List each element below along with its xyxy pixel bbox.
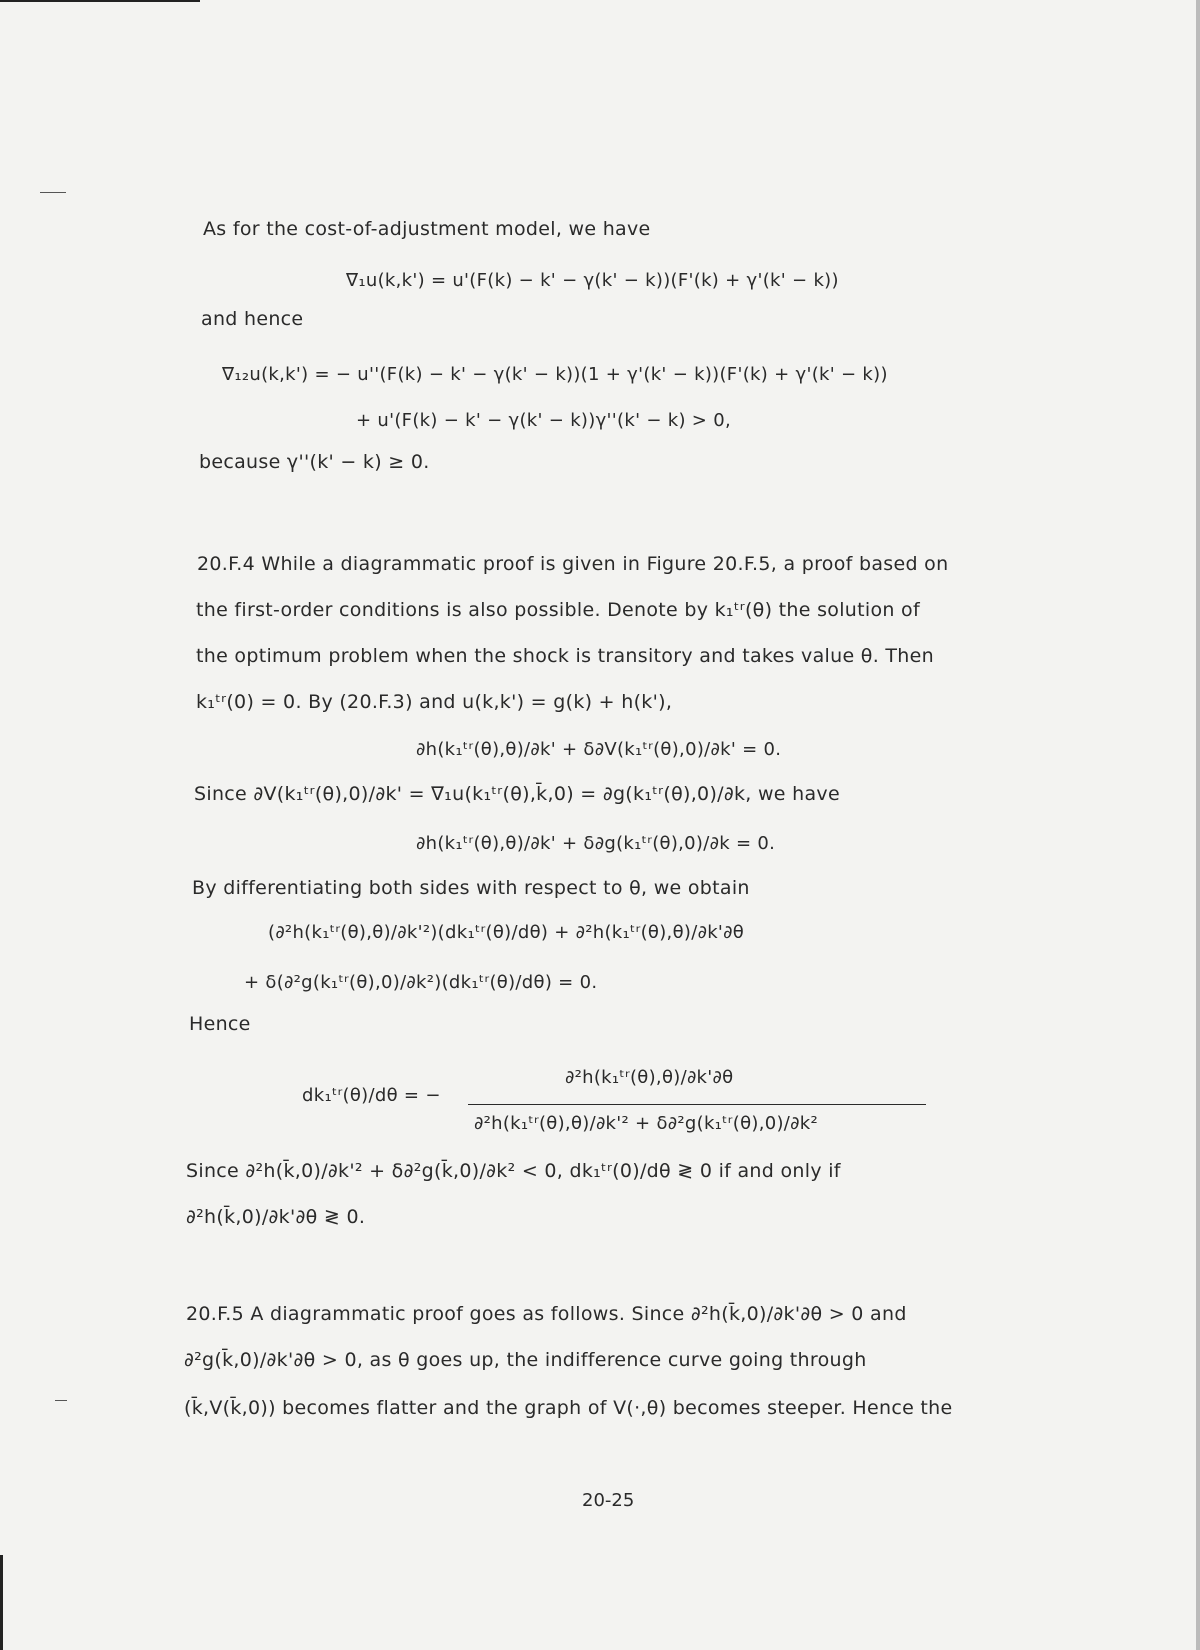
- s204-equation2: ∂h(k₁ᵗʳ(θ),θ)/∂k' + δ∂g(k₁ᵗʳ(θ),0)/∂k = 0.: [416, 833, 776, 854]
- s204-equation3-line2: + δ(∂²g(k₁ᵗʳ(θ),0)/∂k²)(dk₁ᵗʳ(θ)/dθ) = 0.: [244, 972, 598, 993]
- s204-since2-continued: ∂²h(k̄,0)/∂k'∂θ ≷ 0.: [186, 1206, 366, 1228]
- s204-line3: the optimum problem when the shock is transitory and takes value θ. Then: [196, 645, 934, 667]
- fraction-bar: [468, 1104, 926, 1105]
- equation-grad12-line1: ∇₁₂u(k,k') = − u''(F(k) − k' − γ(k' − k))(1 + γ'(k' − k))(F'(k) + γ'(k' − k)): [222, 364, 888, 385]
- s204-line4: k₁ᵗʳ(0) = 0. By (20.F.3) and u(k,k') = g(k) + h(k'),: [196, 691, 673, 713]
- s205-line2: ∂²g(k̄,0)/∂k'∂θ > 0, as θ goes up, the indifference curve going through: [184, 1349, 867, 1371]
- s204-equation3-line1: (∂²h(k₁ᵗʳ(θ),θ)/∂k'²)(dk₁ᵗʳ(θ)/dθ) + ∂²h(k₁ᵗʳ(θ),θ)/∂k'∂θ: [268, 922, 745, 943]
- s204-differentiating: By differentiating both sides with respect to θ, we obtain: [192, 877, 750, 899]
- s204-line2: the first-order conditions is also possible. Denote by k₁ᵗʳ(θ) the solution of: [196, 599, 920, 621]
- s204-equation1: ∂h(k₁ᵗʳ(θ),θ)/∂k' + δ∂V(k₁ᵗʳ(θ),0)/∂k' = 0.: [416, 739, 782, 760]
- equation-grad12-line2: + u'(F(k) − k' − γ(k' − k))γ''(k' − k) > 0,: [356, 410, 731, 431]
- page-number: 20-25: [582, 1490, 635, 1511]
- top-scan-edge: [0, 0, 200, 2]
- margin-mark: [40, 192, 66, 193]
- fraction-denominator: ∂²h(k₁ᵗʳ(θ),θ)/∂k'² + δ∂²g(k₁ᵗʳ(θ),0)/∂k²: [474, 1113, 819, 1134]
- intro-text: As for the cost-of-adjustment model, we have: [203, 218, 651, 240]
- s204-hence: Hence: [189, 1013, 251, 1035]
- s205-line3: (k̄,V(k̄,0)) becomes flatter and the graph of V(·,θ) becomes steeper. Hence the: [184, 1397, 953, 1419]
- s204-line1: 20.F.4 While a diagrammatic proof is given in Figure 20.F.5, a proof based on: [197, 553, 949, 575]
- s204-since1: Since ∂V(k₁ᵗʳ(θ),0)/∂k' = ∇₁u(k₁ᵗʳ(θ),k̄,0) = ∂g(k₁ᵗʳ(θ),0)/∂k, we have: [194, 783, 840, 805]
- right-scan-edge: [1196, 0, 1200, 1650]
- because-text: because γ''(k' − k) ≥ 0.: [199, 451, 430, 473]
- and-hence-text: and hence: [201, 308, 304, 330]
- margin-mark: [55, 1400, 67, 1401]
- equation-grad1: ∇₁u(k,k') = u'(F(k) − k' − γ(k' − k))(F'(k) + γ'(k' − k)): [346, 270, 839, 291]
- fraction-lhs: dk₁ᵗʳ(θ)/dθ = −: [302, 1085, 441, 1106]
- left-scan-edge: [0, 1555, 3, 1650]
- s205-line1: 20.F.5 A diagrammatic proof goes as follows. Since ∂²h(k̄,0)/∂k'∂θ > 0 and: [186, 1303, 907, 1325]
- fraction-numerator: ∂²h(k₁ᵗʳ(θ),θ)/∂k'∂θ: [565, 1067, 734, 1088]
- s204-since2: Since ∂²h(k̄,0)/∂k'² + δ∂²g(k̄,0)/∂k² < 0, dk₁ᵗʳ(0)/dθ ≷ 0 if and only if: [186, 1160, 841, 1182]
